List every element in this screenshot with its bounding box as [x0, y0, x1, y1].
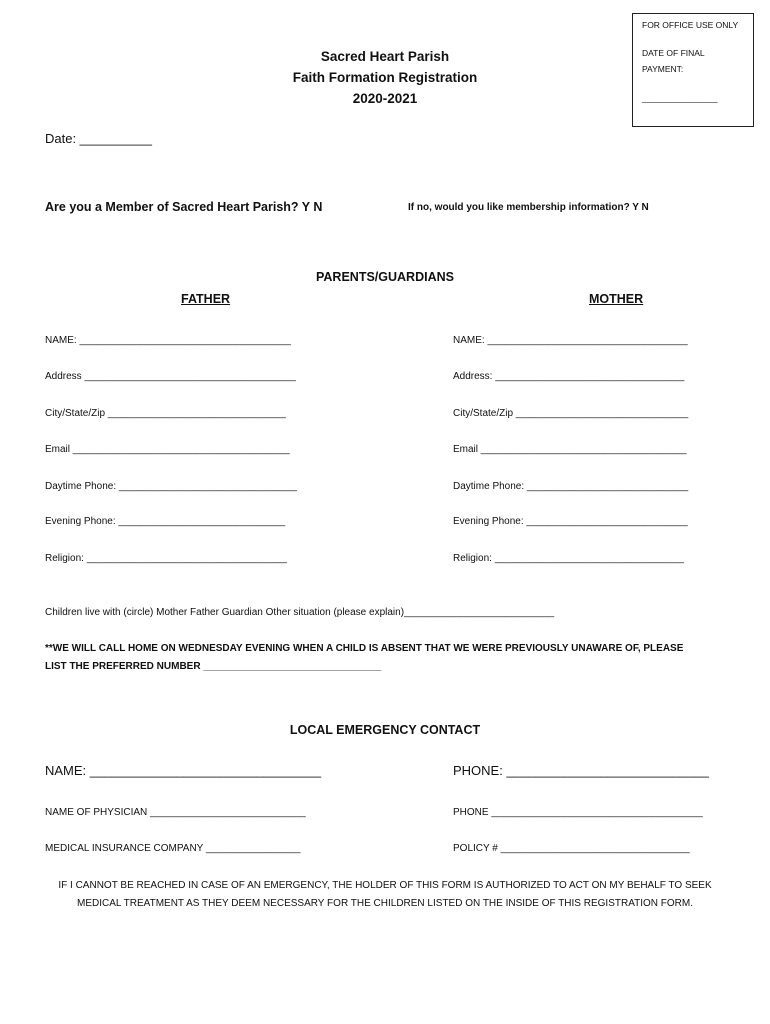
mother-heading: MOTHER	[589, 292, 644, 306]
insurance-company-field[interactable]: MEDICAL INSURANCE COMPANY _________________	[45, 843, 301, 854]
parish-title: Sacred Heart Parish	[320, 49, 450, 64]
membership-info-question[interactable]: If no, would you like membership information? Y N	[408, 202, 649, 213]
member-question[interactable]: Are you a Member of Sacred Heart Parish? Y N	[45, 200, 323, 214]
emergency-heading: LOCAL EMERGENCY CONTACT	[289, 723, 481, 737]
emergency-phone-field[interactable]: PHONE: ____________________________	[453, 763, 709, 778]
father-evening-phone-field[interactable]: Evening Phone: ______________________________	[45, 516, 286, 527]
final-payment-label-line1: DATE OF FINAL	[642, 48, 705, 58]
policy-number-field[interactable]: POLICY # __________________________________	[453, 843, 690, 854]
mother-email-field[interactable]: Email _____________________________________	[453, 444, 687, 455]
date-field[interactable]: Date: __________	[45, 131, 152, 146]
mother-evening-phone-field[interactable]: Evening Phone: _____________________________	[453, 516, 688, 527]
emergency-name-field[interactable]: NAME: ________________________________	[45, 763, 322, 778]
mother-name-field[interactable]: NAME: ____________________________________	[453, 335, 688, 346]
year-title: 2020-2021	[352, 91, 418, 106]
children-live-with-field[interactable]: Children live with (circle) Mother Father Guardian Other situation (please explain)___________________________	[45, 607, 555, 618]
final-payment-blank[interactable]: ________________	[642, 93, 718, 103]
parents-heading: PARENTS/GUARDIANS	[316, 270, 454, 284]
father-religion-field[interactable]: Religion: ____________________________________	[45, 553, 287, 564]
preferred-number-field[interactable]: LIST THE PREFERRED NUMBER ________________________________	[45, 661, 382, 672]
office-use-header: FOR OFFICE USE ONLY	[642, 20, 739, 30]
absent-notice-line1: **WE WILL CALL HOME ON WEDNESDAY EVENING WHEN A CHILD IS ABSENT THAT WE WERE PREVIOUSLY UNAWARE OF, PLEASE	[45, 643, 684, 654]
form-title: Faith Formation Registration	[292, 70, 478, 85]
father-name-field[interactable]: NAME: ______________________________________	[45, 335, 291, 346]
mother-city-state-zip-field[interactable]: City/State/Zip _______________________________	[453, 408, 689, 419]
father-city-state-zip-field[interactable]: City/State/Zip ________________________________	[45, 408, 286, 419]
mother-religion-field[interactable]: Religion: __________________________________	[453, 553, 684, 564]
father-email-field[interactable]: Email _______________________________________	[45, 444, 290, 455]
physician-name-field[interactable]: NAME OF PHYSICIAN ____________________________	[45, 807, 306, 818]
father-address-field[interactable]: Address ______________________________________	[45, 371, 296, 382]
father-daytime-phone-field[interactable]: Daytime Phone: ________________________________	[45, 481, 297, 492]
authorization-statement: IF I CANNOT BE REACHED IN CASE OF AN EMERGENCY, THE HOLDER OF THIS FORM IS AUTHORIZED TO ACT ON MY BEHALF TO SEEK MEDICAL TREATMENT AS THEY DEEM NECESSARY FOR THE CHILDREN LISTED ON THE INSIDE OF THIS REGISTRATION FORM.	[58, 880, 712, 909]
physician-phone-field[interactable]: PHONE ______________________________________	[453, 807, 703, 818]
mother-address-field[interactable]: Address: __________________________________	[453, 371, 685, 382]
final-payment-label-line2: PAYMENT:	[642, 64, 684, 74]
father-heading: FATHER	[181, 292, 231, 306]
mother-daytime-phone-field[interactable]: Daytime Phone: _____________________________	[453, 481, 689, 492]
